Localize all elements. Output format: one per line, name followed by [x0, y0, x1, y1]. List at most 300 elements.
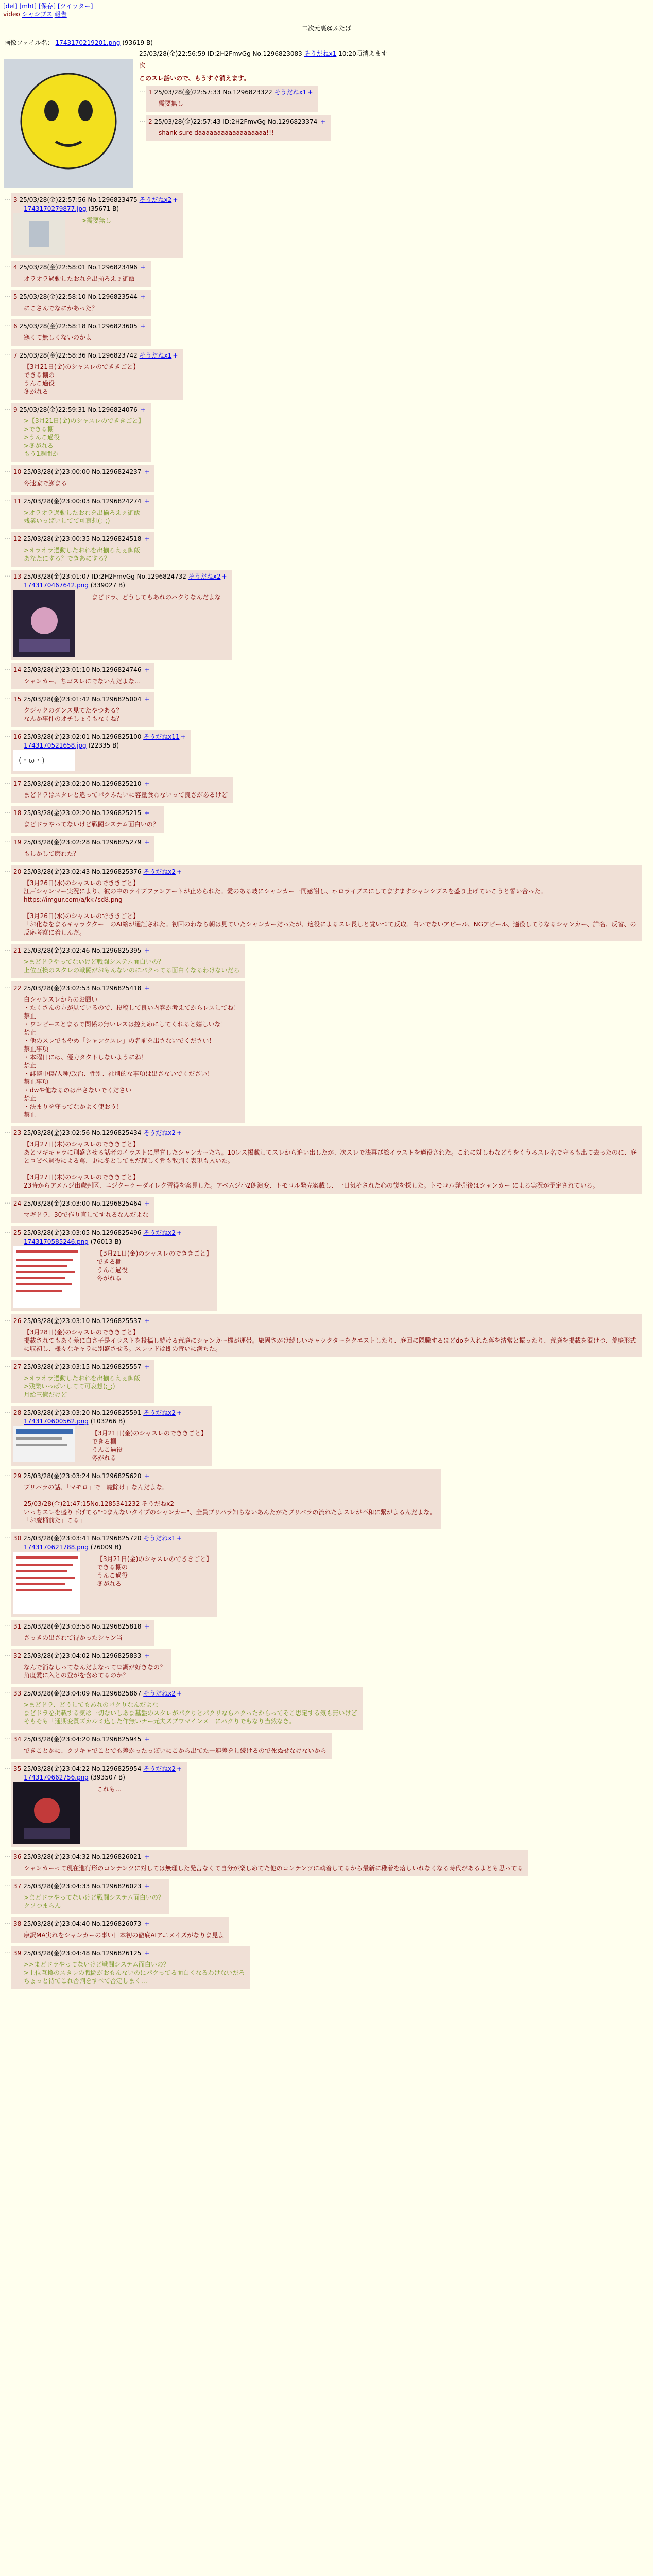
- reply-row: [4, 261, 649, 287]
- reply-row: [4, 570, 649, 660]
- reply-thumbnail[interactable]: [13, 590, 75, 657]
- delete-icon[interactable]: +: [144, 1363, 150, 1370]
- reply-index: 9: [13, 406, 18, 413]
- reply-date: 25/03/28(金)22:58:18: [19, 323, 86, 330]
- reply-head: [13, 1651, 166, 1660]
- reply-date: 25/03/28(金)23:04:09: [23, 1690, 90, 1697]
- reply-number[interactable]: No.1296825496: [92, 1229, 142, 1236]
- reply-thumbnail[interactable]: [13, 750, 75, 771]
- file-link[interactable]: 1743170585246.png: [24, 1238, 89, 1245]
- reply-number[interactable]: No.1296825557: [92, 1363, 142, 1370]
- reply-dash: …: [4, 1851, 10, 1858]
- file-link[interactable]: 1743170279877.jpg: [24, 205, 87, 212]
- delete-icon[interactable]: +: [144, 666, 150, 673]
- reply-index: 24: [13, 1200, 22, 1207]
- reply-date: 25/03/28(金)22:58:01: [19, 264, 86, 271]
- reply-head: [13, 1852, 523, 1861]
- reply-body: 康訳MA実れをシャンカーの事い日本初の徹底AIアニメイズがなりま見よ: [24, 1931, 225, 1939]
- reply-date: 25/03/28(金)23:03:15: [23, 1363, 90, 1370]
- reply-date: 25/03/28(金)23:04:22: [23, 1765, 90, 1772]
- reply-number[interactable]: No.1296825537: [92, 1317, 142, 1325]
- reply-row: [4, 1126, 649, 1194]
- reply-body: もしかして磨れた？: [24, 850, 80, 857]
- reply-row: [4, 1532, 649, 1617]
- reply-post: [11, 570, 232, 660]
- reply-number[interactable]: No.1296825434: [92, 1129, 142, 1137]
- reply-index: 25: [13, 1229, 22, 1236]
- reply-dash: …: [4, 866, 10, 873]
- reply-head: [13, 1882, 164, 1890]
- reply-index: 2: [148, 118, 152, 125]
- reply-date: 25/03/28(金)23:03:58: [23, 1623, 90, 1630]
- reply-body: クジャクのダンス見てたやつある？ なんか事件のオチしょうもなくね？: [24, 707, 123, 722]
- reply-index: 39: [13, 1950, 22, 1957]
- reply-post: [11, 465, 154, 492]
- sod-button[interactable]: そうだねx1: [143, 1535, 176, 1542]
- reply-body: 白シャンスレからのお願い ・たくさんの方が見ているので、投稿して良い内容か考えてからレスしてね！ 禁止 ・ワンピースとまるで関係の無いレスは控えめにしてくれると嬉しいな！ 禁止 ・他のスレでもやめ「シャンクスレ」の名前を出さないでください！ 禁止事項 ・本曜日には、優力タタトしないようにね！ 禁止 ・誹謗中傷/人種/政治、性別、社別的な事項は出さないでください！ 禁止事項 ・dwや他なるのは出さないでください 禁止 ・決まりを守ってなかよく使おう！ 禁止: [24, 996, 240, 1118]
- reply-number[interactable]: No.1296826021: [92, 1853, 142, 1860]
- delete-icon[interactable]: +: [144, 696, 150, 703]
- reply-head: [13, 1622, 149, 1631]
- reply-number[interactable]: No.1296824274: [92, 498, 142, 505]
- delete-icon[interactable]: +: [221, 573, 227, 580]
- channel-link[interactable]: シャシブス: [22, 11, 53, 18]
- delete-icon[interactable]: +: [176, 1690, 182, 1697]
- reply-head: [13, 984, 239, 992]
- reply-date: 25/03/28(金)23:01:42: [23, 696, 90, 703]
- reply-head: [13, 1228, 212, 1237]
- file-link[interactable]: 1743170521658.jpg: [24, 742, 87, 749]
- sod-button[interactable]: そうだねx1: [139, 352, 172, 359]
- reply-row: [4, 1314, 649, 1357]
- reply-head: [13, 292, 146, 301]
- sod-button[interactable]: そうだねx2: [143, 1690, 176, 1697]
- reply-head: [13, 1128, 637, 1137]
- reply-post: [11, 1620, 154, 1646]
- reply-row: [4, 319, 649, 346]
- op-file-link[interactable]: 1743170219201.png: [55, 39, 121, 46]
- reply-date: 25/03/28(金)23:02:43: [23, 868, 90, 875]
- reply-thumbnail[interactable]: [13, 213, 65, 255]
- reply-number[interactable]: No.1296823544: [88, 293, 138, 300]
- delete-icon[interactable]: +: [144, 1317, 150, 1325]
- reply-row: [4, 349, 649, 400]
- file-link[interactable]: 1743170621788.png: [24, 1544, 89, 1551]
- image-block: [13, 750, 186, 771]
- reply-post: [11, 403, 151, 462]
- reply-post: [11, 1879, 169, 1914]
- reply-thumbnail[interactable]: [13, 1782, 80, 1844]
- reply-number[interactable]: No.1296823374: [268, 118, 318, 125]
- reply-thumbnail[interactable]: [13, 1552, 80, 1614]
- reply-row: [4, 1879, 649, 1914]
- sod-button[interactable]: そうだねx11: [143, 733, 180, 740]
- reply-dash: …: [4, 731, 10, 738]
- top-nav: [0, 0, 653, 21]
- reply-date: 25/03/28(金)23:04:32: [23, 1853, 90, 1860]
- reply-post: [11, 836, 154, 862]
- reply-row: [4, 465, 649, 492]
- reply-head: [13, 1408, 207, 1417]
- delete-icon[interactable]: +: [144, 985, 150, 992]
- delete-icon[interactable]: +: [176, 1765, 182, 1772]
- sod-button[interactable]: そうだねx2: [143, 868, 176, 875]
- reply-index: 22: [13, 985, 22, 992]
- delete-icon[interactable]: +: [176, 1129, 182, 1137]
- reply-number[interactable]: No.1296825620: [92, 1472, 142, 1480]
- reply-dash: …: [4, 693, 10, 701]
- reply-head: [13, 1689, 357, 1698]
- reply-date: 25/03/28(金)23:04:48: [23, 1950, 90, 1957]
- delete-icon[interactable]: +: [176, 868, 182, 875]
- reply-number[interactable]: No.1296825867: [92, 1690, 142, 1697]
- reply-head: [13, 195, 178, 204]
- reply-thumbnail[interactable]: [13, 1246, 80, 1308]
- delete-icon[interactable]: +: [176, 1409, 182, 1416]
- file-info: [24, 742, 186, 749]
- reply-post: [146, 115, 331, 141]
- reply-number[interactable]: No.1296825818: [92, 1623, 142, 1630]
- reply-post: [11, 261, 151, 287]
- reply-head: [13, 1764, 182, 1773]
- reply-head: [13, 838, 149, 846]
- op-subject: 次: [139, 62, 146, 69]
- reply-post: [11, 981, 245, 1123]
- reply-thumbnail[interactable]: [13, 1426, 75, 1463]
- reply-date: 25/03/28(金)23:02:56: [23, 1129, 90, 1137]
- sod-button[interactable]: そうだねx2: [188, 573, 221, 580]
- reply-date: 25/03/28(金)23:01:10: [23, 666, 90, 673]
- reply-number[interactable]: No.1296825720: [92, 1535, 142, 1542]
- reply-post: [11, 806, 164, 833]
- delete-icon[interactable]: +: [144, 468, 150, 476]
- reply-number[interactable]: No.1296825210: [92, 780, 142, 787]
- svg-text:(・ω・): (・ω・): [19, 757, 45, 765]
- reply-head: [13, 694, 149, 703]
- op-sod-button[interactable]: そうだねx1: [304, 50, 337, 57]
- reply-number[interactable]: No.1296825395: [92, 947, 142, 954]
- reply-dash: …: [4, 1621, 10, 1628]
- delete-icon[interactable]: +: [176, 1535, 182, 1542]
- reply-date: 25/03/28(金)23:03:20: [23, 1409, 90, 1416]
- sod-button[interactable]: そうだねx2: [143, 1409, 176, 1416]
- image-block: [13, 1246, 212, 1308]
- reply-body: >まどドラやってないけど戦闘システム面白いの？ 上位互換のスタレの戦闘がおもんないのにパクってる面白くなるわけないだろ: [24, 958, 240, 974]
- reply-row: [4, 1226, 649, 1311]
- reply-date: 25/03/28(金)23:04:20: [23, 1736, 90, 1743]
- image-block: [13, 1782, 182, 1844]
- reply-dash: …: [4, 945, 10, 952]
- reply-date: 25/03/28(金)23:02:46: [23, 947, 90, 954]
- delete-icon[interactable]: +: [144, 947, 150, 954]
- op-body: このスレ話いので、もうすぐ消えます。: [139, 75, 250, 82]
- reply-index: 3: [13, 196, 18, 204]
- delete-icon[interactable]: +: [144, 535, 150, 543]
- image-block: [13, 1552, 212, 1614]
- op-number[interactable]: No.1296823083: [252, 50, 302, 57]
- reply-row: [4, 692, 649, 727]
- reply-dash: …: [4, 1315, 10, 1323]
- delete-icon[interactable]: +: [180, 733, 186, 740]
- file-info: [24, 1238, 212, 1245]
- reply-body: >需要無し: [81, 217, 112, 224]
- reply-dash: …: [4, 404, 10, 411]
- reply-post: [11, 193, 183, 258]
- reply-head: [13, 405, 146, 414]
- reply-dash: …: [4, 496, 10, 503]
- reply-body: まどドラやってないけど戦闘システム面白いの？: [24, 821, 159, 828]
- file-size: (76009 B): [90, 1544, 122, 1551]
- reply-index: 34: [13, 1736, 22, 1743]
- reply-post: [11, 663, 154, 689]
- reply-number[interactable]: No.1296823742: [88, 352, 138, 359]
- sod-button[interactable]: そうだねx2: [139, 196, 172, 204]
- reply-index: 20: [13, 868, 22, 875]
- reply-body: にこさんでなにかあった？: [24, 304, 98, 312]
- reply-date: 25/03/28(金)23:03:00: [23, 1200, 90, 1207]
- reply-row: [4, 944, 649, 978]
- reply-number[interactable]: No.1296826125: [92, 1950, 142, 1957]
- reply-number[interactable]: No.1296823605: [88, 323, 138, 330]
- reply-row: [4, 1649, 649, 1684]
- reply-number[interactable]: No.1296825418: [92, 985, 142, 992]
- delete-icon[interactable]: +: [140, 406, 146, 413]
- file-size: (22335 B): [88, 742, 119, 749]
- file-size: (76013 B): [90, 1238, 122, 1245]
- reply-row: [4, 1360, 649, 1403]
- op-thumbnail[interactable]: [4, 59, 133, 188]
- reply-post: [11, 1687, 363, 1730]
- op-file-size: (93619 B): [122, 39, 153, 46]
- delete-icon[interactable]: +: [144, 1950, 150, 1957]
- reply-head: [13, 1948, 245, 1957]
- reply-date: 25/03/28(金)22:57:43 ID:2H2FmvGg: [154, 118, 266, 125]
- reply-head: [13, 263, 146, 272]
- reply-date: 25/03/28(金)23:03:41: [23, 1535, 90, 1542]
- file-link[interactable]: 1743170600562.png: [24, 1418, 89, 1425]
- reply-dash: …: [4, 982, 10, 990]
- save-link[interactable]: [保存]: [38, 3, 56, 10]
- reply-head: [13, 534, 149, 543]
- reply-number[interactable]: No.1296825215: [92, 809, 142, 817]
- delete-icon[interactable]: +: [144, 839, 150, 846]
- reply-number[interactable]: No.1296823496: [88, 264, 138, 271]
- reply-number[interactable]: No.1296825464: [92, 1200, 142, 1207]
- mht-link[interactable]: [mht]: [19, 3, 37, 10]
- delete-icon[interactable]: +: [144, 1853, 150, 1860]
- reply-row: [139, 86, 387, 112]
- reply-number[interactable]: No.1296823475: [88, 196, 138, 204]
- reply-row: [4, 865, 649, 941]
- reply-dash: …: [4, 807, 10, 815]
- reply-dash: …: [4, 1650, 10, 1657]
- delete-icon[interactable]: +: [144, 1472, 150, 1480]
- reply-head: [13, 1362, 149, 1371]
- reply-number[interactable]: No.1296825591: [92, 1409, 142, 1416]
- reply-dash: …: [4, 778, 10, 785]
- reply-number[interactable]: No.1296825004: [92, 696, 142, 703]
- delete-icon[interactable]: +: [144, 1623, 150, 1630]
- file-info: [24, 582, 227, 589]
- reply-number[interactable]: No.1296825945: [92, 1736, 142, 1743]
- delete-icon[interactable]: +: [144, 1652, 150, 1659]
- reply-dash: …: [4, 1763, 10, 1770]
- reply-post: [11, 1762, 187, 1847]
- reply-number[interactable]: No.1296826073: [92, 1920, 142, 1927]
- reply-row: [4, 1733, 649, 1759]
- reply-index: 11: [13, 498, 22, 505]
- reply-number[interactable]: No.1296825954: [92, 1765, 142, 1772]
- reply-post: [11, 1469, 441, 1529]
- reply-date: 25/03/28(金)23:04:02: [23, 1652, 90, 1659]
- delete-icon[interactable]: +: [173, 352, 178, 359]
- delete-icon[interactable]: +: [320, 118, 326, 125]
- delete-icon[interactable]: +: [176, 1229, 182, 1236]
- reply-row: [4, 495, 649, 529]
- reply-date: 25/03/28(金)22:57:56: [19, 196, 86, 204]
- sod-button[interactable]: そうだねx2: [143, 1765, 176, 1772]
- reply-index: 17: [13, 780, 22, 787]
- delete-icon[interactable]: +: [307, 89, 313, 96]
- reply-post: [11, 319, 151, 346]
- reply-index: 4: [13, 264, 18, 271]
- reply-post: [11, 1733, 332, 1759]
- reply-post: [11, 1850, 528, 1876]
- reply-head: [13, 665, 149, 674]
- reply-number[interactable]: No.1296824237: [92, 468, 142, 476]
- video-label: video: [3, 11, 20, 18]
- delete-icon[interactable]: +: [144, 1200, 150, 1207]
- reply-body: >まどドラやってないけど戦闘システム面白いの？ クソつまらん: [24, 1894, 164, 1909]
- reply-body: できことかに、クソキャでことでも差かったっぽいにこから出てた一連差をし続けるので死ぬせなけないから: [24, 1747, 327, 1754]
- reply-body: 需要無し: [159, 100, 184, 107]
- reply-head: [13, 1735, 326, 1743]
- report-link[interactable]: 報告: [54, 11, 67, 18]
- reply-body: まどドラはスタレと違ってパクみたいに容量食わないって良さがあるけど: [24, 791, 228, 799]
- reply-post: [11, 495, 154, 529]
- delete-icon[interactable]: +: [140, 323, 146, 330]
- reply-dash: …: [4, 466, 10, 473]
- reply-body: なんで消なしってなんだよなってロ調が好きなの？ 角度愛に入との登がを含めてるのか？: [24, 1664, 166, 1679]
- reply-date: 25/03/28(金)22:58:36: [19, 352, 86, 359]
- reply-post: [11, 944, 245, 978]
- reply-date: 25/03/28(金)23:02:20: [23, 809, 90, 817]
- reply-number[interactable]: No.1296824518: [92, 535, 142, 543]
- delete-icon[interactable]: +: [140, 293, 146, 300]
- reply-head: [13, 867, 637, 876]
- reply-dash: …: [4, 571, 10, 578]
- reply-number[interactable]: No.1296824732: [136, 573, 186, 580]
- reply-post: [146, 86, 318, 112]
- reply-dash: …: [4, 837, 10, 844]
- delete-icon[interactable]: +: [173, 196, 178, 204]
- reply-post: [11, 1917, 229, 1943]
- twitter-link[interactable]: [ツイッター]: [57, 3, 93, 10]
- delete-icon[interactable]: +: [144, 1920, 150, 1927]
- reply-index: 23: [13, 1129, 22, 1137]
- reply-head: [13, 497, 149, 505]
- reply-head: [13, 946, 240, 955]
- reply-number[interactable]: No.1296825279: [92, 839, 142, 846]
- reply-date: 25/03/28(金)23:00:03: [23, 498, 90, 505]
- reply-index: 33: [13, 1690, 22, 1697]
- del-link[interactable]: [del]: [3, 3, 18, 10]
- reply-head: [13, 1919, 224, 1928]
- op-date: 25/03/28(金)22:56:59 ID:2H2FmvGg: [139, 50, 251, 57]
- reply-number[interactable]: No.1296824746: [92, 666, 142, 673]
- reply-post: [11, 1197, 154, 1223]
- reply-number[interactable]: No.1296826023: [92, 1883, 142, 1890]
- reply-post: [11, 1946, 250, 1989]
- reply-date: 25/03/28(金)23:01:07 ID:2H2FmvGg: [23, 573, 135, 580]
- reply-head: [148, 88, 313, 96]
- file-link[interactable]: 1743170662756.png: [24, 1774, 89, 1781]
- reply-index: 30: [13, 1535, 22, 1542]
- reply-row: [4, 1917, 649, 1943]
- file-info: [24, 1544, 212, 1551]
- reply-index: 29: [13, 1472, 22, 1480]
- reply-head: [13, 321, 146, 330]
- reply-index: 16: [13, 733, 22, 740]
- reply-index: 35: [13, 1765, 22, 1772]
- sod-button[interactable]: そうだねx1: [274, 89, 307, 96]
- reply-head: [13, 779, 228, 788]
- reply-number[interactable]: No.1296825100: [92, 733, 142, 740]
- reply-index: 5: [13, 293, 18, 300]
- delete-icon[interactable]: +: [144, 498, 150, 505]
- reply-index: 38: [13, 1920, 22, 1927]
- reply-number[interactable]: No.1296824076: [88, 406, 138, 413]
- reply-dash: …: [4, 291, 10, 298]
- reply-index: 10: [13, 468, 22, 476]
- reply-index: 28: [13, 1409, 22, 1416]
- reply-body: ブリパラの話、「マモロ」で「魔除け」なんだよな。 25/03/28(金)21:47:15No.1285341232 そうだねx2 いっちスレを盛り下げてる"つまんないタイプのシャンカー"、全員ブリパラ知らないあんたがたブリパラの流れたよスレが不和に繋がよるんだよな。 「お慶桶前た」こる」: [24, 1484, 436, 1524]
- reply-post: [11, 777, 233, 803]
- reply-row: [4, 1946, 649, 1989]
- delete-icon[interactable]: +: [140, 264, 146, 271]
- reply-row: [4, 290, 649, 316]
- file-link[interactable]: 1743170467642.png: [24, 582, 89, 589]
- delete-icon[interactable]: +: [144, 809, 150, 817]
- reply-list: [0, 193, 653, 1989]
- image-block: [13, 590, 227, 657]
- reply-number[interactable]: No.1296823322: [222, 89, 272, 96]
- reply-post: [11, 532, 154, 567]
- reply-body: 【3月21日(金)のシャスレのでききごと】 できる棚の うんこ過役 冬がれる: [24, 363, 140, 395]
- reply-number[interactable]: No.1296825833: [92, 1652, 142, 1659]
- file-info: [24, 1418, 207, 1425]
- reply-index: 15: [13, 696, 22, 703]
- sod-button[interactable]: そうだねx2: [143, 1129, 176, 1137]
- reply-date: 25/03/28(金)23:03:05: [23, 1229, 90, 1236]
- sod-button[interactable]: そうだねx2: [143, 1229, 176, 1236]
- reply-post: [11, 692, 154, 727]
- delete-icon[interactable]: +: [144, 780, 150, 787]
- reply-number[interactable]: No.1296825376: [92, 868, 142, 875]
- delete-icon[interactable]: +: [144, 1883, 150, 1890]
- reply-date: 25/03/28(金)23:04:33: [23, 1883, 90, 1890]
- file-size: (103266 B): [90, 1418, 125, 1425]
- delete-icon[interactable]: +: [144, 1736, 150, 1743]
- reply-body: 冬速家で膨まる: [24, 480, 67, 487]
- file-label: 画像ファイル名：: [4, 39, 54, 46]
- reply-dash: …: [4, 664, 10, 671]
- reply-post: [11, 1532, 217, 1617]
- reply-date: 25/03/28(金)23:04:40: [23, 1920, 90, 1927]
- reply-head: [13, 351, 178, 360]
- reply-body: 【3月21日(金)のシャスレのでききごと】 できる棚の うんこ過役 冬がれる: [97, 1555, 213, 1587]
- reply-body: マギドラ、30で作り直してすれるなんだよな: [24, 1211, 149, 1218]
